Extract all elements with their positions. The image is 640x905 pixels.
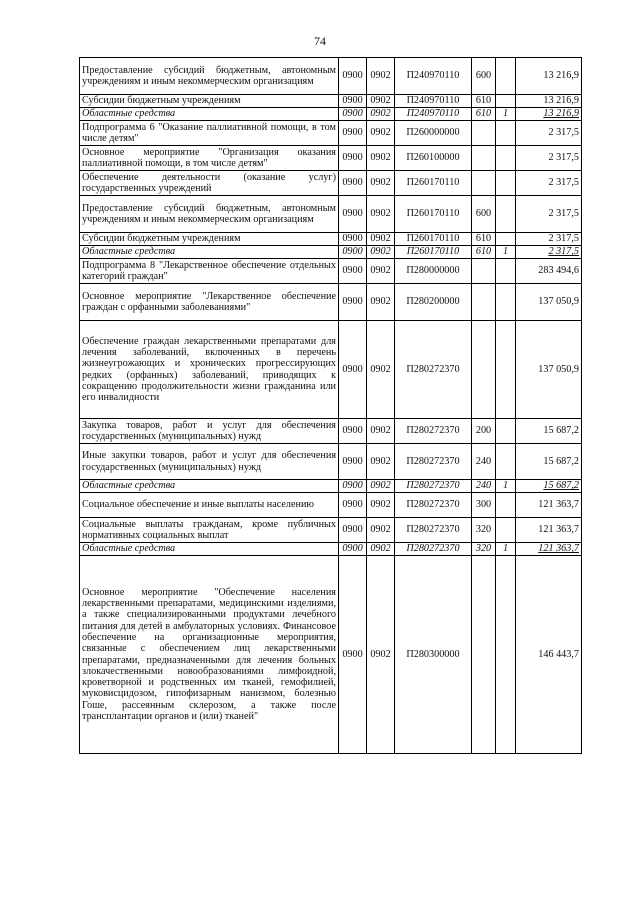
cell-name: Подпрограмма 8 "Лекарственное обеспечение отдельных категорий граждан" (80, 259, 339, 284)
cell-section-code: 0902 (367, 321, 395, 419)
cell-amount: 15 687,2 (516, 480, 582, 493)
cell-amount: 121 363,7 (516, 493, 582, 518)
cell-target-article: П240970110 (395, 58, 472, 95)
cell-name: Областные средства (80, 543, 339, 556)
cell-ministry-code: 0900 (339, 121, 367, 146)
cell-target-article: П280272370 (395, 493, 472, 518)
cell-amount: 2 317,5 (516, 233, 582, 246)
cell-section-code: 0902 (367, 233, 395, 246)
table-row (80, 321, 582, 419)
cell-name: Областные средства (80, 480, 339, 493)
cell-ministry-code: 0900 (339, 196, 367, 233)
cell-name: Обеспечение граждан лекарственными препаратами для лечения заболеваний, включенных в перечень жизнеугрожающих и хронических прогрессирующих редких (орфанных) заболеваний, приводящих к сокращению продолжительности жизни гражданина или его инвалидности (80, 321, 339, 419)
cell-amount: 2 317,5 (516, 171, 582, 196)
table-row (80, 196, 582, 233)
cell-funding-source (496, 284, 516, 321)
cell-target-article: П240970110 (395, 95, 472, 108)
cell-ministry-code: 0900 (339, 518, 367, 543)
cell-section-code: 0902 (367, 108, 395, 121)
cell-funding-source (496, 95, 516, 108)
cell-ministry-code: 0900 (339, 171, 367, 196)
cell-section-code: 0902 (367, 146, 395, 171)
budget-table (79, 57, 582, 754)
cell-target-article: П260170110 (395, 196, 472, 233)
cell-name: Предоставление субсидий бюджетным, автономным учреждениям и иным некоммерческим организациям (80, 58, 339, 95)
cell-ministry-code: 0900 (339, 246, 367, 259)
cell-section-code: 0902 (367, 284, 395, 321)
cell-funding-source (496, 419, 516, 444)
cell-amount: 2 317,5 (516, 246, 582, 259)
page-number: 74 (314, 34, 326, 48)
cell-ministry-code: 0900 (339, 419, 367, 444)
cell-expense-kind: 610 (472, 95, 496, 108)
cell-section-code: 0902 (367, 121, 395, 146)
table-row (80, 518, 582, 543)
cell-ministry-code: 0900 (339, 284, 367, 321)
table-row (80, 171, 582, 196)
cell-name: Субсидии бюджетным учреждениям (80, 95, 339, 108)
cell-section-code: 0902 (367, 58, 395, 95)
table-row (80, 419, 582, 444)
cell-amount: 15 687,2 (516, 419, 582, 444)
cell-amount: 146 443,7 (516, 556, 582, 754)
cell-section-code: 0902 (367, 95, 395, 108)
cell-amount: 13 216,9 (516, 108, 582, 121)
cell-funding-source (496, 493, 516, 518)
cell-ministry-code: 0900 (339, 321, 367, 419)
cell-name: Обеспечение деятельности (оказание услуг) государственных учреждений (80, 171, 339, 196)
table-row (80, 233, 582, 246)
table-row (80, 58, 582, 95)
cell-ministry-code: 0900 (339, 543, 367, 556)
table-row (80, 146, 582, 171)
cell-amount: 2 317,5 (516, 196, 582, 233)
cell-target-article: П280272370 (395, 518, 472, 543)
cell-funding-source (496, 121, 516, 146)
cell-amount: 283 494,6 (516, 259, 582, 284)
cell-ministry-code: 0900 (339, 556, 367, 754)
cell-target-article: П260170110 (395, 233, 472, 246)
cell-ministry-code: 0900 (339, 493, 367, 518)
cell-target-article: П240970110 (395, 108, 472, 121)
cell-expense-kind: 240 (472, 480, 496, 493)
cell-section-code: 0902 (367, 518, 395, 543)
cell-section-code: 0902 (367, 556, 395, 754)
cell-expense-kind (472, 284, 496, 321)
cell-funding-source: 1 (496, 480, 516, 493)
cell-expense-kind: 200 (472, 419, 496, 444)
cell-section-code: 0902 (367, 196, 395, 233)
cell-expense-kind (472, 556, 496, 754)
cell-expense-kind: 610 (472, 108, 496, 121)
cell-section-code: 0902 (367, 543, 395, 556)
cell-expense-kind: 240 (472, 444, 496, 480)
cell-target-article: П280272370 (395, 419, 472, 444)
cell-name: Основное мероприятие "Лекарственное обеспечение граждан с орфанными заболеваниями" (80, 284, 339, 321)
table-row-regional-funds (80, 108, 582, 121)
cell-target-article: П280272370 (395, 480, 472, 493)
cell-name: Основное мероприятие "Обеспечение населения лекарственными препаратами, медицинскими изделиями, а также специализированными продуктами лечебного питания для детей в амбулаторных условиях. Финансовое обеспечение на организационные мероприятия, связанные с обеспечением лиц лекарственными препаратами, предназначенными для лечения больных злокачественными новообразованиями лимфоидной, кроветворной и родственных им тканей, гемофилией, муковисцидозом, гипофизарным нанизмом, болезнью Гоше, рассеянным склерозом, а также после трансплантации органов и (или) тканей" (80, 556, 339, 754)
cell-ministry-code: 0900 (339, 95, 367, 108)
cell-target-article: П280300000 (395, 556, 472, 754)
table-row (80, 444, 582, 480)
cell-ministry-code: 0900 (339, 233, 367, 246)
table-row (80, 95, 582, 108)
cell-funding-source (496, 233, 516, 246)
cell-section-code: 0902 (367, 259, 395, 284)
cell-name: Подпрограмма 6 "Оказание паллиативной помощи, в том числе детям" (80, 121, 339, 146)
cell-ministry-code: 0900 (339, 480, 367, 493)
cell-name: Закупка товаров, работ и услуг для обеспечения государственных (муниципальных) нужд (80, 419, 339, 444)
cell-expense-kind (472, 259, 496, 284)
cell-target-article: П260170110 (395, 171, 472, 196)
cell-expense-kind: 320 (472, 518, 496, 543)
table-row-regional-funds (80, 480, 582, 493)
cell-amount: 13 216,9 (516, 58, 582, 95)
cell-amount: 121 363,7 (516, 518, 582, 543)
cell-expense-kind: 300 (472, 493, 496, 518)
table-row-regional-funds (80, 246, 582, 259)
cell-expense-kind: 610 (472, 246, 496, 259)
cell-funding-source (496, 146, 516, 171)
cell-target-article: П260000000 (395, 121, 472, 146)
cell-section-code: 0902 (367, 246, 395, 259)
cell-expense-kind: 320 (472, 543, 496, 556)
cell-funding-source (496, 259, 516, 284)
cell-name: Областные средства (80, 108, 339, 121)
cell-name: Предоставление субсидий бюджетным, автономным учреждениям и иным некоммерческим организациям (80, 196, 339, 233)
table-row (80, 284, 582, 321)
table-row (80, 493, 582, 518)
cell-expense-kind (472, 171, 496, 196)
cell-target-article: П280272370 (395, 444, 472, 480)
cell-section-code: 0902 (367, 444, 395, 480)
cell-name: Социальные выплаты гражданам, кроме публичных нормативных социальных выплат (80, 518, 339, 543)
cell-amount: 2 317,5 (516, 146, 582, 171)
cell-amount: 2 317,5 (516, 121, 582, 146)
cell-funding-source: 1 (496, 543, 516, 556)
cell-name: Областные средства (80, 246, 339, 259)
cell-amount: 137 050,9 (516, 321, 582, 419)
cell-ministry-code: 0900 (339, 444, 367, 480)
cell-expense-kind: 600 (472, 196, 496, 233)
cell-target-article: П280200000 (395, 284, 472, 321)
table-row-regional-funds (80, 543, 582, 556)
cell-funding-source: 1 (496, 246, 516, 259)
cell-funding-source (496, 196, 516, 233)
cell-amount: 13 216,9 (516, 95, 582, 108)
cell-section-code: 0902 (367, 419, 395, 444)
cell-funding-source (496, 171, 516, 196)
cell-target-article: П260170110 (395, 246, 472, 259)
cell-ministry-code: 0900 (339, 259, 367, 284)
table-row (80, 259, 582, 284)
cell-target-article: П280000000 (395, 259, 472, 284)
cell-expense-kind: 610 (472, 233, 496, 246)
cell-funding-source (496, 444, 516, 480)
cell-ministry-code: 0900 (339, 146, 367, 171)
table-body (80, 58, 582, 754)
cell-funding-source (496, 321, 516, 419)
cell-name: Субсидии бюджетным учреждениям (80, 233, 339, 246)
cell-funding-source (496, 556, 516, 754)
cell-target-article: П260100000 (395, 146, 472, 171)
cell-expense-kind (472, 121, 496, 146)
cell-funding-source (496, 518, 516, 543)
cell-name: Социальное обеспечение и иные выплаты населению (80, 493, 339, 518)
cell-funding-source: 1 (496, 108, 516, 121)
cell-name: Иные закупки товаров, работ и услуг для обеспечения государственных (муниципальных) нужд (80, 444, 339, 480)
cell-amount: 15 687,2 (516, 444, 582, 480)
cell-target-article: П280272370 (395, 543, 472, 556)
cell-expense-kind (472, 146, 496, 171)
cell-amount: 121 363,7 (516, 543, 582, 556)
cell-section-code: 0902 (367, 493, 395, 518)
cell-name: Основное мероприятие "Организация оказания паллиативной помощи, в том числе детям" (80, 146, 339, 171)
cell-ministry-code: 0900 (339, 58, 367, 95)
cell-section-code: 0902 (367, 171, 395, 196)
cell-section-code: 0902 (367, 480, 395, 493)
cell-expense-kind: 600 (472, 58, 496, 95)
cell-ministry-code: 0900 (339, 108, 367, 121)
table-row (80, 556, 582, 754)
cell-target-article: П280272370 (395, 321, 472, 419)
table-row (80, 121, 582, 146)
cell-expense-kind (472, 321, 496, 419)
cell-funding-source (496, 58, 516, 95)
cell-amount: 137 050,9 (516, 284, 582, 321)
